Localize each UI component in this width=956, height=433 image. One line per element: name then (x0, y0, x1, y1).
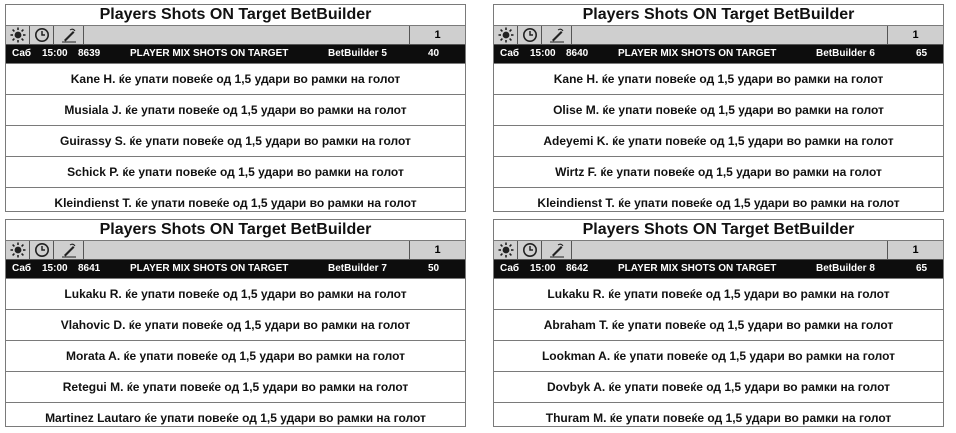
card-title: Players Shots ON Target BetBuilder (6, 5, 465, 26)
pen-icon (54, 26, 84, 44)
selection-row: Vlahovic D. ќе упати повеќе од 1,5 удари во рамки на голот (6, 309, 465, 340)
selection-row: Morata A. ќе упати повеќе од 1,5 удари во рамки на голот (6, 340, 465, 371)
day-label: Саб (500, 48, 520, 59)
sun-icon (6, 241, 30, 259)
builder-name: BetBuilder 6 (816, 48, 875, 59)
clock-icon (30, 241, 54, 259)
clock-icon (30, 26, 54, 44)
odds-value: 40 (428, 48, 440, 59)
betbuilder-card (5, 219, 466, 427)
odds-column-header: 1 (409, 241, 465, 259)
card-title: Players Shots ON Target BetBuilder (494, 5, 943, 26)
pen-icon (542, 26, 572, 44)
icon-row (494, 26, 943, 45)
builder-name: BetBuilder 8 (816, 263, 875, 274)
icon-row (6, 241, 465, 260)
time-label: 15:00 (42, 48, 68, 59)
day-label: Саб (500, 263, 520, 274)
selection-row: Olise M. ќе упати повеќе од 1,5 удари во рамки на голот (494, 94, 943, 125)
match-info-row (6, 260, 465, 278)
time-label: 15:00 (530, 48, 556, 59)
event-code: 8639 (78, 48, 101, 59)
odds-value: 65 (916, 48, 928, 59)
selection-row: Guirassy S. ќе упати повеќе од 1,5 удари во рамки на голот (6, 125, 465, 156)
sun-icon (494, 241, 518, 259)
market-name: PLAYER MIX SHOTS ON TARGET (130, 263, 289, 274)
selection-row: Lukaku R. ќе упати повеќе од 1,5 удари во рамки на голот (494, 278, 943, 309)
builder-name: BetBuilder 7 (328, 263, 387, 274)
market-name: PLAYER MIX SHOTS ON TARGET (618, 263, 777, 274)
odds-column-header: 1 (887, 241, 943, 259)
event-code: 8642 (566, 263, 589, 274)
builder-name: BetBuilder 5 (328, 48, 387, 59)
match-info-row (494, 45, 943, 63)
selection-row: Dovbyk A. ќе упати повеќе од 1,5 удари во рамки на голот (494, 371, 943, 402)
selection-row: Musiala J. ќе упати повеќе од 1,5 удари во рамки на голот (6, 94, 465, 125)
clock-icon (518, 26, 542, 44)
selection-row: Lukaku R. ќе упати повеќе од 1,5 удари во рамки на голот (6, 278, 465, 309)
odds-column-header: 1 (409, 26, 465, 44)
sun-icon (494, 26, 518, 44)
odds-column-header: 1 (887, 26, 943, 44)
selection-row: Kleindienst T. ќе упати повеќе од 1,5 удари во рамки на голот (6, 187, 465, 218)
time-label: 15:00 (42, 263, 68, 274)
odds-value: 65 (916, 263, 928, 274)
selection-row: Lookman A. ќе упати повеќе од 1,5 удари во рамки на голот (494, 340, 943, 371)
selection-row: Retegui M. ќе упати повеќе од 1,5 удари во рамки на голот (6, 371, 465, 402)
pen-icon (542, 241, 572, 259)
clock-icon (518, 241, 542, 259)
icon-row (6, 26, 465, 45)
selection-row: Kleindienst T. ќе упати повеќе од 1,5 удари во рамки на голот (494, 187, 943, 218)
icon-row (494, 241, 943, 260)
match-info-row (6, 45, 465, 63)
event-code: 8640 (566, 48, 589, 59)
match-info-row (494, 260, 943, 278)
day-label: Саб (12, 48, 32, 59)
selection-row: Wirtz F. ќе упати повеќе од 1,5 удари во рамки на голот (494, 156, 943, 187)
selection-row: Schick P. ќе упати повеќе од 1,5 удари во рамки на голот (6, 156, 465, 187)
selection-row: Abraham T. ќе упати повеќе од 1,5 удари во рамки на голот (494, 309, 943, 340)
betbuilder-card (493, 219, 944, 427)
odds-value: 50 (428, 263, 440, 274)
selection-row: Kane H. ќе упати повеќе од 1,5 удари во рамки на голот (494, 63, 943, 94)
card-title: Players Shots ON Target BetBuilder (6, 220, 465, 241)
betbuilder-card (493, 4, 944, 212)
pen-icon (54, 241, 84, 259)
selection-row: Kane H. ќе упати повеќе од 1,5 удари во рамки на голот (6, 63, 465, 94)
betbuilder-card (5, 4, 466, 212)
selection-row: Martinez Lautaro ќе упати повеќе од 1,5 удари во рамки на голот (6, 402, 465, 433)
selection-row: Adeyemi K. ќе упати повеќе од 1,5 удари во рамки на голот (494, 125, 943, 156)
market-name: PLAYER MIX SHOTS ON TARGET (130, 48, 289, 59)
day-label: Саб (12, 263, 32, 274)
market-name: PLAYER MIX SHOTS ON TARGET (618, 48, 777, 59)
event-code: 8641 (78, 263, 101, 274)
card-title: Players Shots ON Target BetBuilder (494, 220, 943, 241)
sun-icon (6, 26, 30, 44)
selection-row: Thuram M. ќе упати повеќе од 1,5 удари во рамки на голот (494, 402, 943, 433)
time-label: 15:00 (530, 263, 556, 274)
